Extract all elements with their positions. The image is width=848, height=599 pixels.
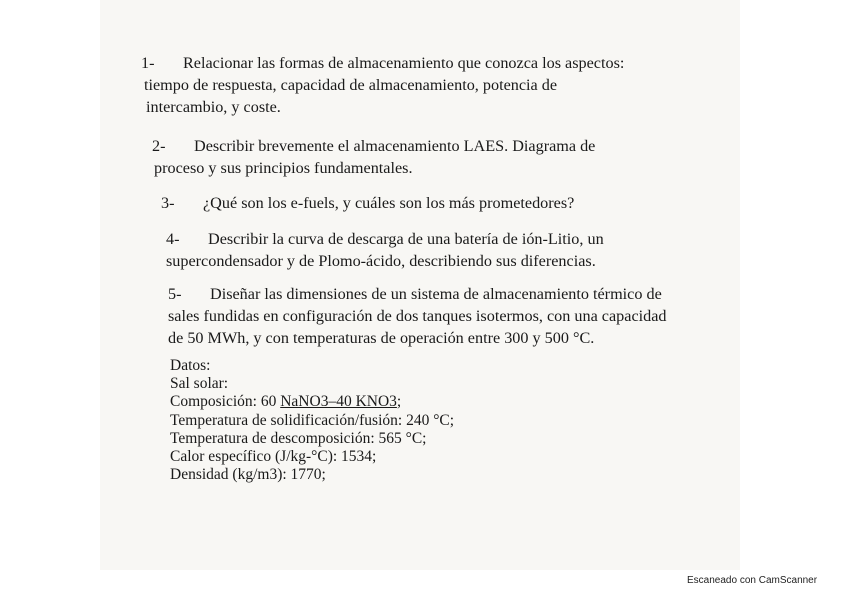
question-text: de 50 MWh, y con temperaturas de operación entre 300 y 500 °C. [168,329,595,347]
composition-line [170,393,454,411]
question-4 [166,228,604,272]
scanner-watermark: Escaneado con CamScanner [687,575,818,586]
question-number: 1- [141,54,155,72]
solidification-temperature: Temperatura de solidificación/fusión: 240 °C; [170,411,455,429]
density: Densidad (kg/m3): 1770; [170,466,326,484]
question-text: tiempo de respuesta, capacidad de almacenamiento, potencia de [144,76,558,94]
specific-heat: Calor específico (J/kg-°C): 1534; [170,448,377,466]
composition-end: ; [396,393,402,411]
question-3 [161,192,574,214]
data-block [170,357,454,484]
decomposition-temperature: Temperatura de descomposición: 565 °C; [170,429,427,447]
composition-label: Composición: 60 [170,393,277,411]
question-text: proceso y sus principios fundamentales. [154,159,413,177]
composition-value: NaNO3–40 KNO3 [280,393,397,411]
question-text: Relacionar las formas de almacenamiento que conozca los aspectos: [183,54,625,72]
question-text: sales fundidas en configuración de dos tanques isotermos, con una capacidad [168,307,667,325]
question-5 [168,283,667,349]
question-1 [141,52,624,118]
question-text: Describir la curva de descarga de una batería de ión-Litio, un [208,230,604,248]
question-2 [152,135,595,179]
question-text: Describir brevemente el almacenamiento LAES. Diagrama de [194,137,596,155]
data-title: Datos: [170,357,211,374]
question-number: 4- [166,230,180,248]
question-text: ¿Qué son los e-fuels, y cuáles son los más prometedores? [203,194,575,212]
question-text: intercambio, y coste. [146,98,281,116]
question-number: 5- [168,285,182,303]
question-number: 2- [152,137,166,155]
question-text: supercondensador y de Plomo-ácido, describiendo sus diferencias. [166,252,596,270]
question-text: Diseñar las dimensiones de un sistema de almacenamiento térmico de [210,285,662,303]
salt-label: Sal solar: [170,375,229,393]
question-number: 3- [161,194,175,212]
